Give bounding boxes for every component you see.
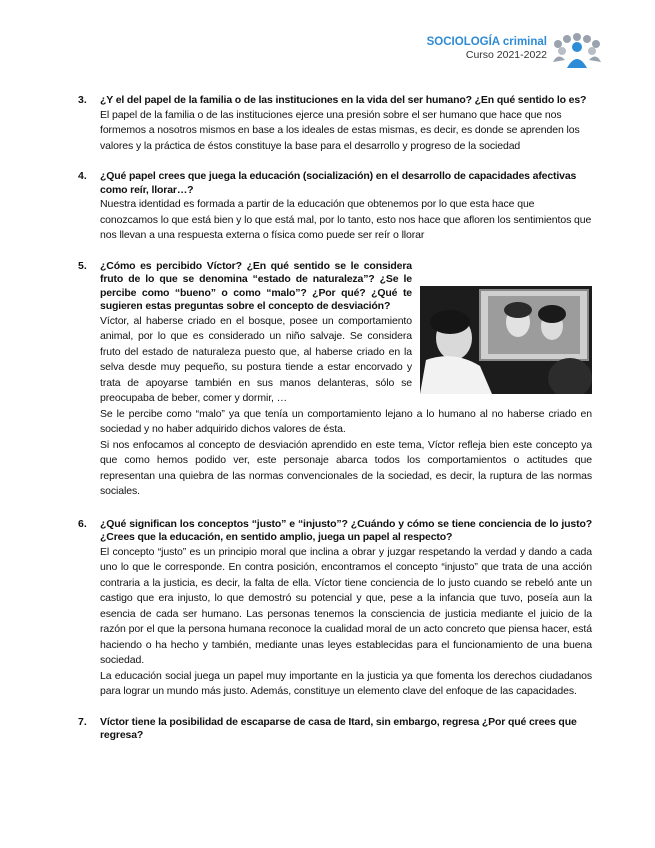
question-title: ¿Y el del papel de la familia o de las instituciones en la vida del ser humano? ¿En qué sentido lo es?: [100, 94, 587, 106]
document-body: [78, 94, 592, 759]
answer-paragraph-3: Si nos enfocamos al concepto de desviación aprendido en este tema, Víctor refleja bien este concepto ya que como hemos podido ver, este personaje abarca todos los comportamientos o actitudes que representan una quiebra de las normas convencionales de la sociedad, es decir, la ruptura de las normas sociales.: [100, 438, 592, 497]
question-number: 7.: [78, 715, 87, 728]
answer-paragraph-2: La educación social juega un papel muy importante en la justicia ya que fomenta los derechos ciudadanos para lograr un mundo más justo. Además, constituye un elemento clave del enfoque de las capacidades.: [100, 669, 592, 697]
answer-text: Nuestra identidad es formada a partir de la educación que obtenemos por lo que esta hace que conozcamos lo que está bien y lo que está mal, por lo tanto, esto nos hace que afloren los sentimientos que nos llevan a una respuesta externa o física como puede ser reír o llorar: [100, 198, 592, 241]
question-title: Víctor tiene la posibilidad de escaparse de casa de Itard, sin embargo, regresa ¿Por qué crees que regresa?: [100, 715, 577, 741]
answer-text: El papel de la familia o de las instituciones ejerce una presión sobre el ser humano que hace que nos formemos a nosotros mismos en base a los ideales de estas mismas, es decir, es donde se aprenden los valores y la práctica de éstos constituye la base para el desarrollo y progreso de la sociedad: [100, 108, 580, 152]
question-title: ¿Qué significan los conceptos “justo” e “injusto”? ¿Cuándo y cómo se tiene conciencia de lo justo? ¿Crees que la educación, en sentido amplio, juega un papel al respecto?: [100, 517, 592, 543]
header-course: Curso 2021-2022: [465, 49, 547, 61]
people-group-logo-icon: [549, 32, 605, 70]
question-5: [78, 260, 592, 500]
question-number: 5.: [78, 259, 87, 272]
question-7: [78, 716, 592, 743]
question-title: ¿Qué papel crees que juega la educación (socialización) en el desarrollo de capacidades afectivas como reír, llorar…?: [100, 170, 577, 196]
answer-paragraph-2: Se le percibe como “malo” ya que tenía un comportamiento lejano a lo humano al no haberse criado en sociedad y no haber adquirido dichos valores de ésta.: [100, 407, 592, 435]
header-title: SOCIOLOGÍA criminal: [426, 36, 547, 48]
answer-paragraph-1: Víctor, al haberse criado en el bosque, posee un comportamiento animal, por lo que es considerado un niño salvaje. Se considera fruto del estado de naturaleza puesto que, al haberse criado en la selva desde muy pequeño, su postura tiende a estar encorvado y trata de apoyarse también en sus manos delanteras, sólo se preocupaba de beber, comer y dormir, …: [100, 314, 412, 404]
film-still-photo: [420, 286, 592, 394]
question-3: [78, 94, 592, 154]
film-still-image: [420, 286, 592, 394]
question-title: ¿Cómo es percibido Víctor? ¿En qué sentido se le considera fruto de lo que se denomina “estado de naturaleza”? ¿Se le percibe como “bueno” o como “malo”? ¿Por qué? ¿Qué te sugieren estas preguntas sobre el concepto de desviación?: [100, 259, 412, 312]
page-header: [427, 36, 605, 62]
question-number: 4.: [78, 170, 87, 182]
question-6: [78, 518, 592, 700]
answer-paragraph-1: El concepto “justo” es un principio moral que inclina a obrar y juzgar respetando la verdad y dando a cada uno lo que le corresponde. En contra posición, encontramos el concepto “injusto” que trata de una acción contraria a la justicia, es decir, la falta de ella. Víctor tiene conciencia de lo justo cuando se rebeló ante un castigo que era injusto, lo que demostró su potencial y que, pese a la infancia que tuvo, poseía aun la esencia de cada ser humano. Las personas tenemos la consciencia de justicia mediante el juicio de la razón por el que la persona humana reconoce la cualidad moral de un acto concreto que piensa hacer, está haciendo o ha hecho y también, mediante unas leyes establecidas para el funcionamiento de una buena sociedad.: [100, 545, 592, 666]
question-number: 6.: [78, 517, 87, 530]
question-4: [78, 170, 592, 244]
question-number: 3.: [78, 94, 87, 106]
